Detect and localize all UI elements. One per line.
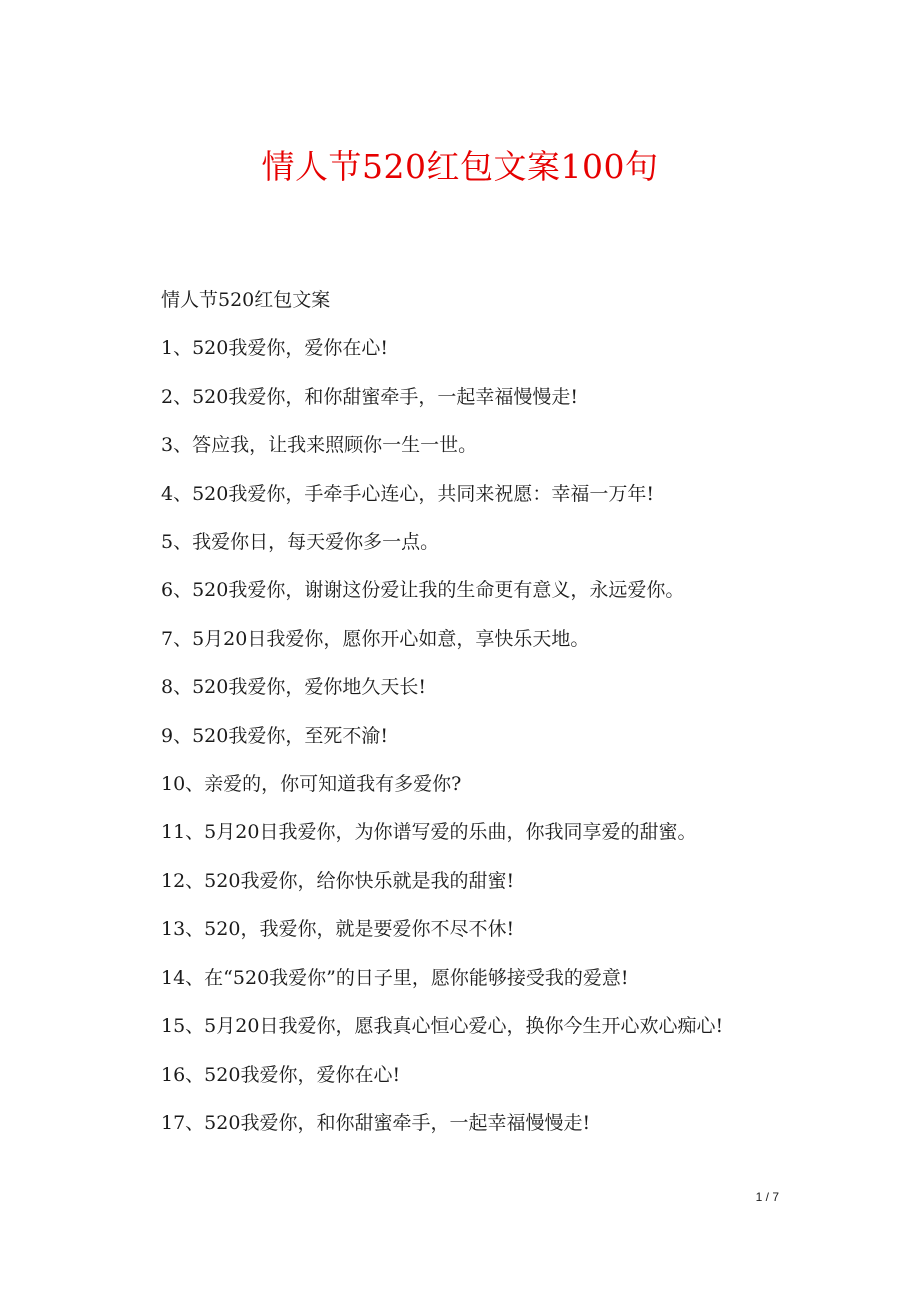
list-item: 13、520，我爱你，就是要爱你不尽不休!: [161, 918, 515, 941]
list-item: 3、答应我，让我来照顾你一生一世。: [161, 434, 478, 457]
document-title: 情人节520红包文案100句: [261, 147, 659, 186]
list-item: 7、5月20日我爱你，愿你开心如意，享快乐天地。: [161, 627, 590, 650]
list-item: 5、我爱你日，每天爱你多一点。: [161, 531, 440, 554]
list-item: 2、520我爱你，和你甜蜜牵手，一起幸福慢慢走!: [161, 385, 578, 408]
list-item: 8、520我爱你，爱你地久天长!: [161, 676, 426, 699]
paragraph-heading: 情人节520红包文案: [161, 289, 331, 311]
list-item: 15、5月20日我爱你，愿我真心恒心爱心，换你今生开心欢心痴心!: [161, 1015, 724, 1038]
page-number: 1 / 7: [755, 1190, 779, 1204]
list-item: 9、520我爱你，至死不渝!: [161, 724, 388, 747]
document-body: [140, 276, 780, 1147]
list-item: 17、520我爱你，和你甜蜜牵手，一起幸福慢慢走!: [161, 1111, 591, 1134]
list-item: 1、520我爱你，爱你在心!: [161, 337, 388, 360]
list-item: 16、520我爱你，爱你在心!: [161, 1063, 401, 1086]
list-item: 10、亲爱的，你可知道我有多爱你?: [161, 773, 462, 796]
list-item: 6、520我爱你，谢谢这份爱让我的生命更有意义，永远爱你。: [161, 579, 685, 602]
list-item: 12、520我爱你，给你快乐就是我的甜蜜!: [161, 869, 515, 892]
list-item: 11、5月20日我爱你，为你谱写爱的乐曲，你我同享爱的甜蜜。: [161, 821, 697, 844]
list-item: 14、在“520我爱你”的日子里，愿你能够接受我的爱意!: [161, 966, 629, 989]
list-item: 4、520我爱你，手牵手心连心，共同来祝愿：幸福一万年!: [161, 482, 654, 505]
